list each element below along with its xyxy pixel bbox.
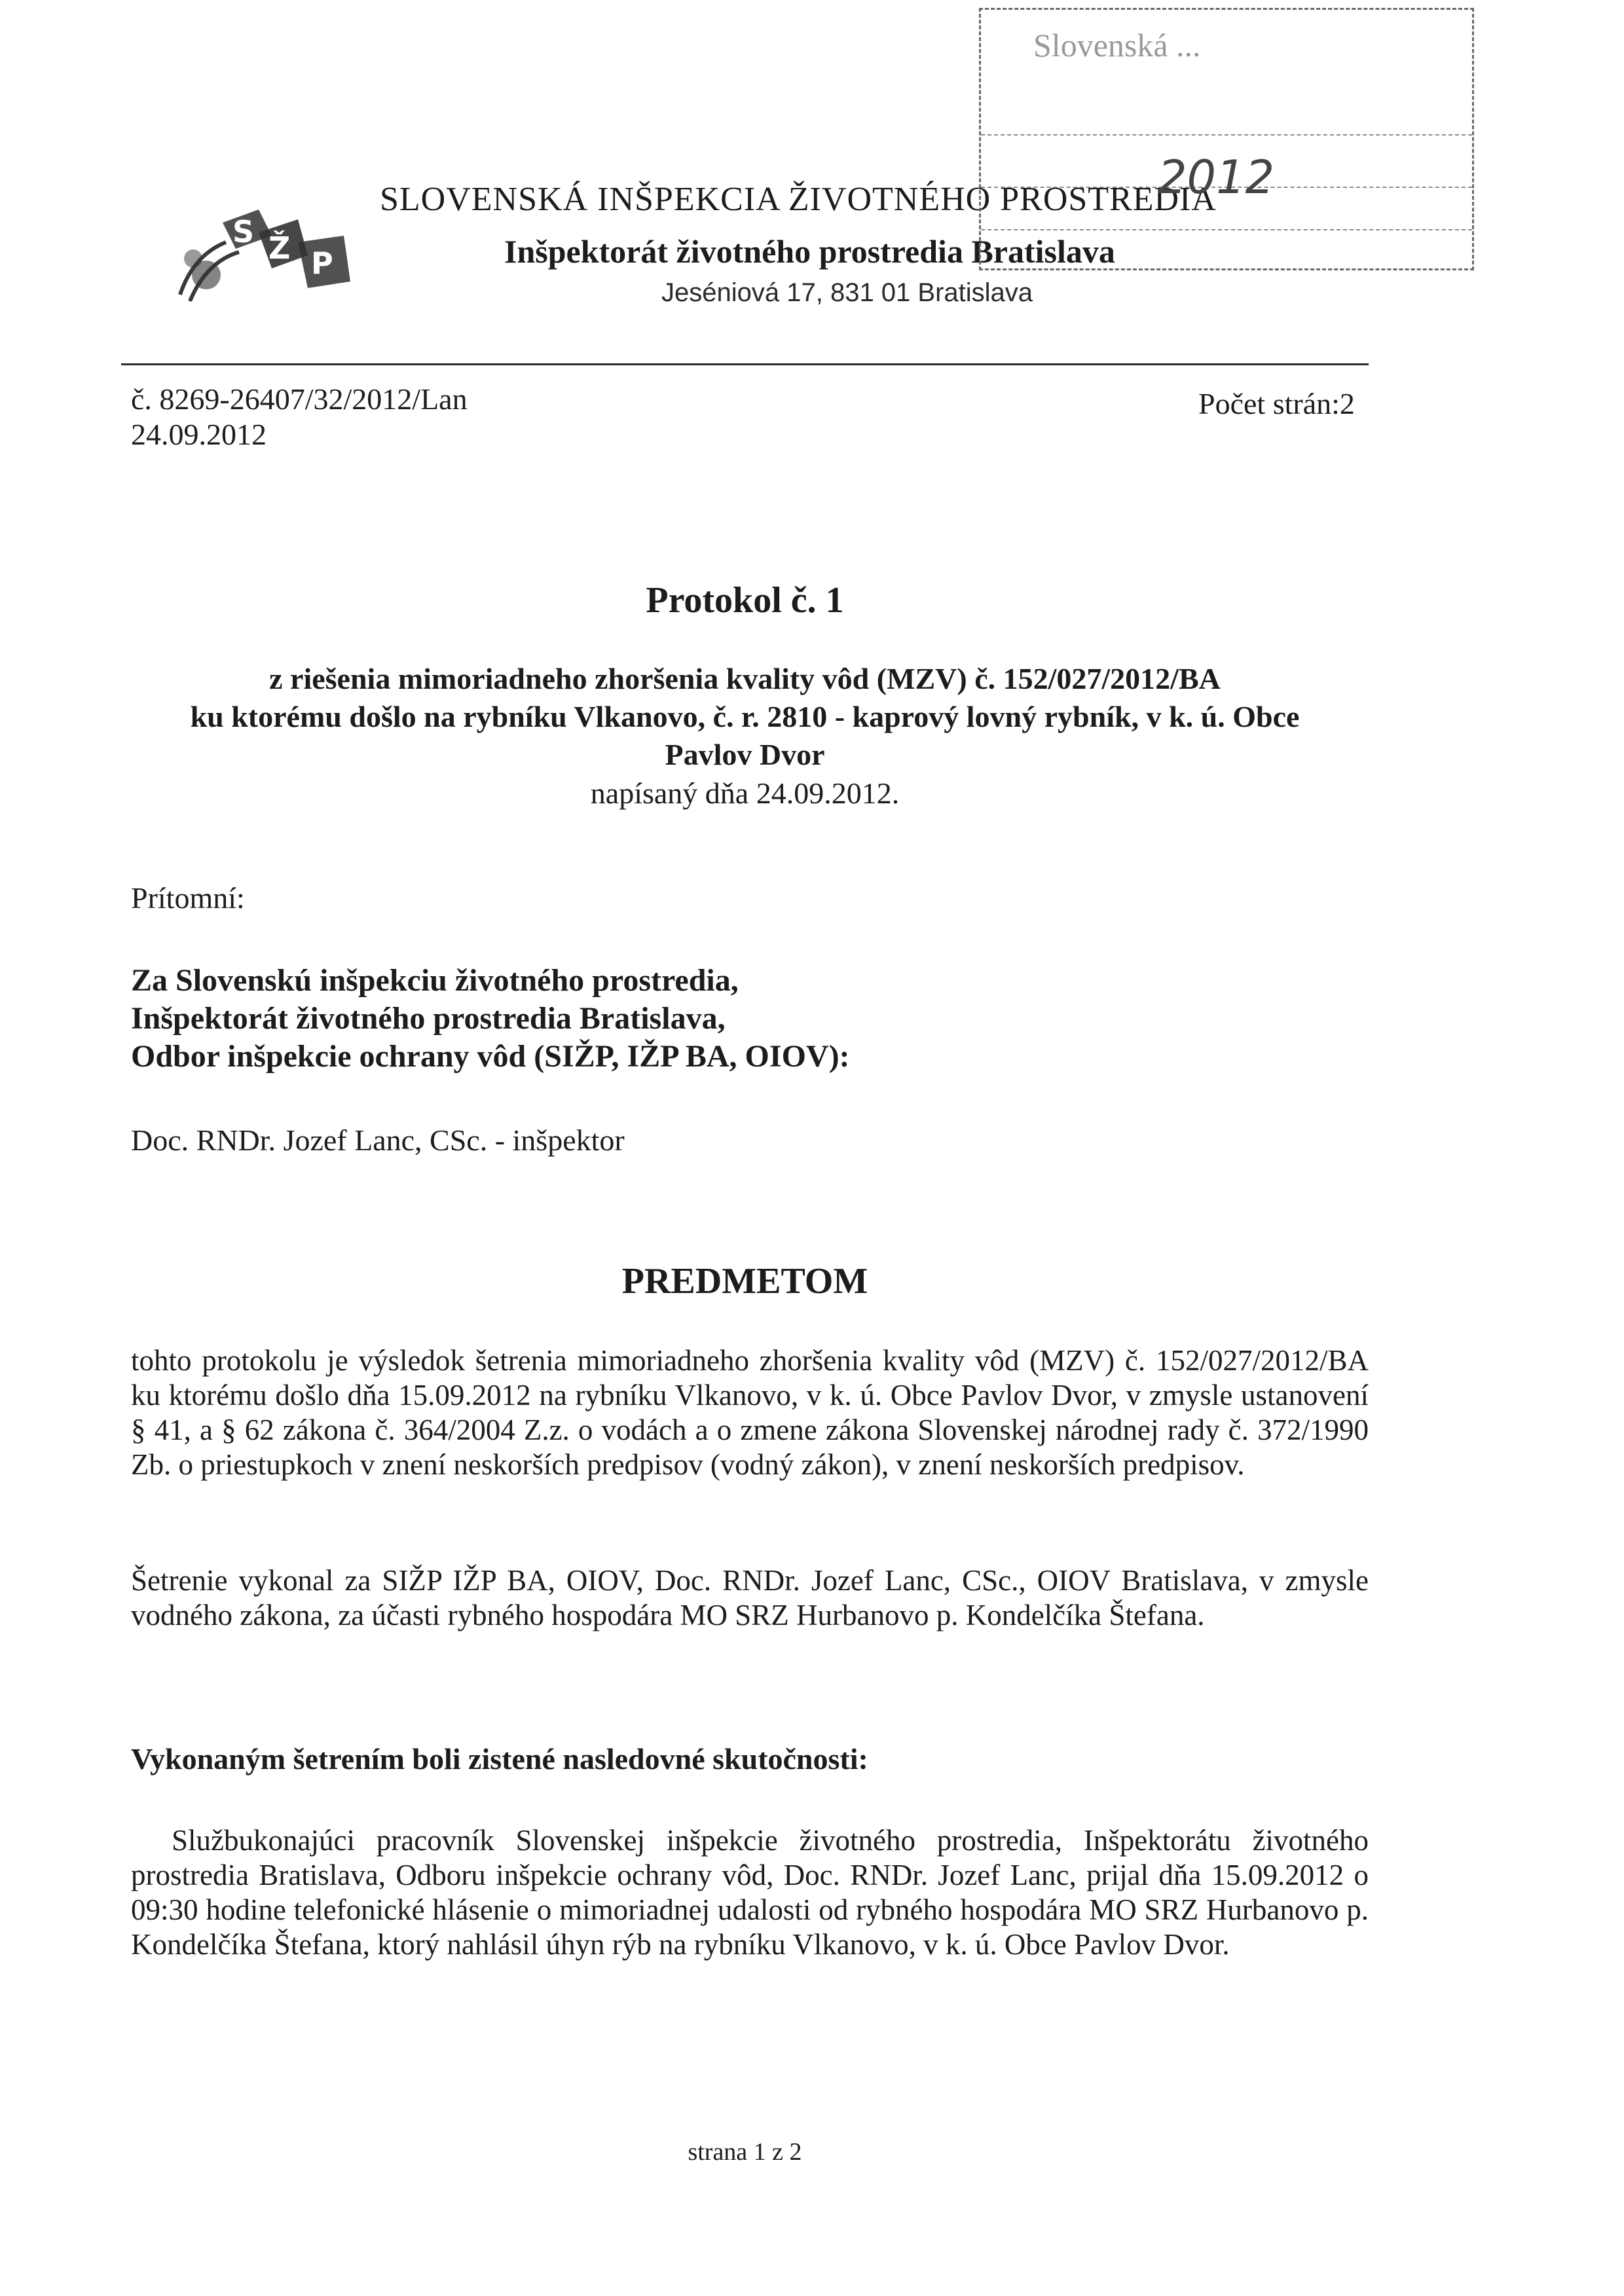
svg-text:S: S (232, 214, 255, 249)
stamp-text: Slovenská ... (1033, 27, 1201, 64)
svg-text:P: P (311, 246, 333, 281)
present-org-line-2: Inšpektorát životného prostredia Bratislava, (131, 1001, 726, 1036)
subject-paragraph: tohto protokolu je výsledok šetrenia mimoriadneho zhoršenia kvality vôd (MZV) č. 152/027/2012/BA ku ktorému došlo dňa 15.09.2012 na rybníku Vlkanovo, v k. ú. Obce Pavlov Dvor, v zmysle ustanovení § 41, a § 62 zákona č. 364/2004 Z.z. o vodách a o zmene zákona Slovenskej národnej rady č. 372/1990 Zb. o priestupkoch v znení neskorších predpisov (vodný zákon), v znení neskorších predpisov. (131, 1344, 1369, 1481)
protocol-subtitle-line-3: Pavlov Dvor (665, 738, 825, 771)
protocol-subtitle-line-2: ku ktorému došlo na rybníku Vlkanovo, č. r. 2810 - kaprový lovný rybník, v k. ú. Obce (190, 700, 1300, 733)
page-footer: strana 1 z 2 (688, 2138, 802, 2166)
findings-paragraph: Službukonajúci pracovník Slovenskej inšpekcie životného prostredia, Inšpektorátu životného prostredia Bratislava, Odboru inšpekcie ochrany vôd, Doc. RNDr. Jozef Lanc, prijal dňa 15.09.2012 o 09:30 hodine telefonické hlásenie o mimoriadnej udalosti od rybného hospodára MO SRZ Hurbanovo p. Kondelčíka Štefana, ktorý nahlásil úhyn rýb na rybníku Vlkanovo, v k. ú. Obce Pavlov Dvor. (131, 1824, 1369, 1961)
sizp-logo-icon (167, 196, 363, 308)
received-stamp (979, 8, 1474, 270)
section-heading: PREDMETOM (621, 1261, 868, 1302)
written-date: napísaný dňa 24.09.2012. (590, 776, 900, 810)
reference-number: č. 8269-26407/32/2012/Lan (131, 382, 468, 416)
organization-subtitle: Inšpektorát životného prostredia Bratislava (504, 233, 1115, 270)
present-org-line-3: Odbor inšpekcie ochrany vôd (SIŽP, IŽP BA, OIOV): (131, 1039, 850, 1074)
present-org-line-1: Za Slovenskú inšpekciu životného prostredia, (131, 963, 739, 998)
investigation-paragraph: Šetrenie vykonal za SIŽP IŽP BA, OIOV, Doc. RNDr. Jozef Lanc, CSc., OIOV Bratislava, v zmysle vodného zákona, za účasti rybného hospodára MO SRZ Hurbanovo p. Kondelčíka Štefana. (131, 1564, 1369, 1631)
svg-text:Ž: Ž (268, 230, 291, 266)
organization-name: SLOVENSKÁ INŠPEKCIA ŽIVOTNÉHO PROSTREDIA (380, 181, 1217, 218)
protocol-subtitle-line-1: z riešenia mimoriadneho zhoršenia kvality vôd (MZV) č. 152/027/2012/BA (269, 662, 1221, 695)
stamp-date: 2012 (1158, 151, 1275, 204)
protocol-title: Protokol č. 1 (646, 580, 844, 621)
present-label: Prítomní: (131, 881, 245, 915)
document-date: 24.09.2012 (131, 418, 267, 451)
present-person: Doc. RNDr. Jozef Lanc, CSc. - inšpektor (131, 1123, 625, 1157)
page-count: Počet strán:2 (1198, 387, 1355, 420)
findings-heading: Vykonaným šetrením boli zistené nasledovné skutočnosti: (131, 1742, 868, 1776)
header-divider (121, 363, 1369, 365)
organization-address: Jeséniová 17, 831 01 Bratislava (661, 278, 1033, 307)
